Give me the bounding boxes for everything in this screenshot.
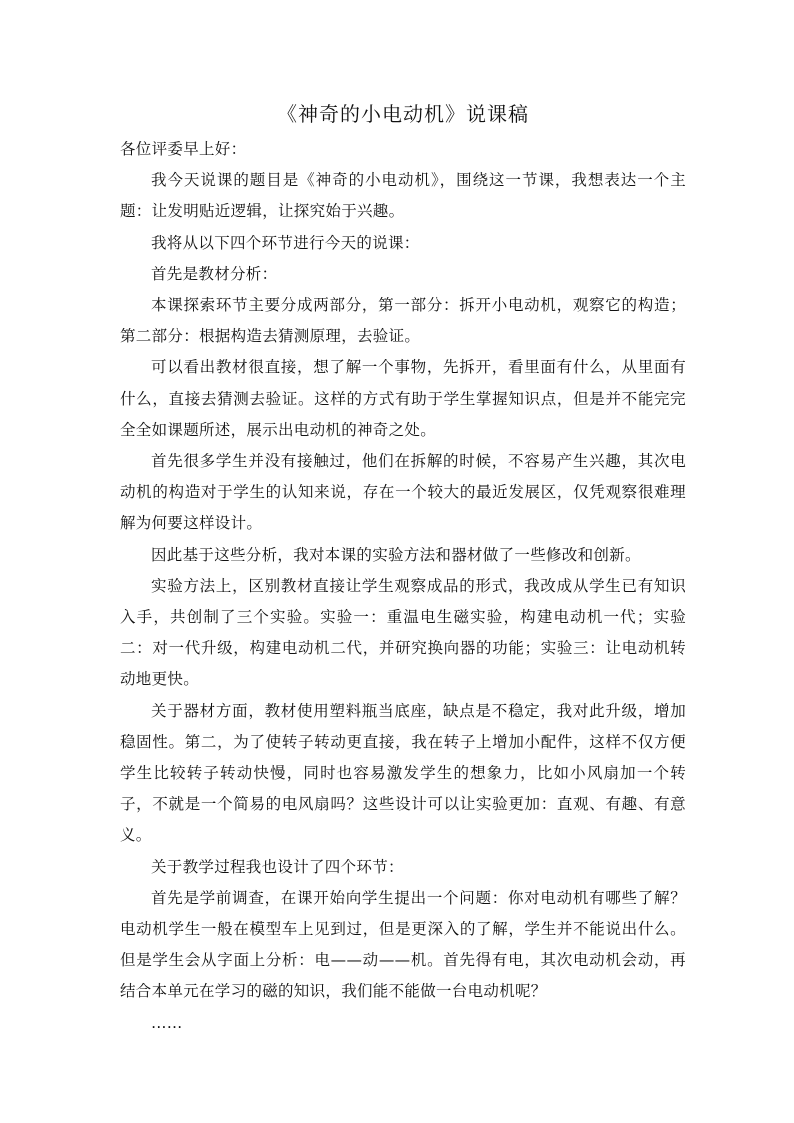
- document-page: [120, 96, 686, 1039]
- paragraph-innovation: 因此基于这些分析，我对本课的实验方法和器材做了一些修改和创新。: [151, 545, 641, 564]
- paragraph-experiment-method: 实验方法上，区别教材直接让学生观察成品的形式，我改成从学生已有知识入手，共创制了三个实验。实验一：重温电生磁实验，构建电动机一代；实验二：对一代升级，构建电动机二代，并研究换向器的功能；实验三：让电动机转动地更快。: [120, 576, 686, 689]
- paragraph-outline: 我将从以下四个环节进行今天的说课：: [151, 233, 420, 252]
- paragraph-pre-survey: 首先是学前调查，在课开始向学生提出一个问题：你对电动机有哪些了解？电动机学生一般在模型车上见到过，但是更深入的了解，学生并不能说出什么。但是学生会从字面上分析：电——动——机。首先得有电，其次电动机会动，再结合本单元在学习的磁的知识，我们能不能做一台电动机呢？: [120, 888, 686, 1001]
- paragraph-material-heading: 首先是教材分析：: [151, 264, 278, 283]
- paragraph-student-difficulty: 首先很多学生并没有接触过，他们在拆解的时候，不容易产生兴趣，其次电动机的构造对于学生的认知来说，存在一个较大的最近发展区，仅凭观察很难理解为何要这样设计。: [120, 452, 686, 533]
- paragraph-ellipsis: ……: [151, 1013, 183, 1032]
- paragraph-textbook-direct: 可以看出教材很直接，想了解一个事物，先拆开，看里面有什么，从里面有什么，直接去猜测去验证。这样的方式有助于学生掌握知识点，但是并不能完完全全如课题所述，展示出电动机的神奇之处。: [120, 358, 686, 439]
- paragraph-explore-parts: 本课探索环节主要分成两部分，第一部分：拆开小电动机，观察它的构造；第二部分：根据构造去猜测原理，去验证。: [120, 296, 686, 346]
- paragraph-teaching-process: 关于教学过程我也设计了四个环节：: [151, 857, 404, 876]
- paragraph-topic: 我今天说课的题目是《神奇的小电动机》，围绕这一节课，我想表达一个主题：让发明贴近逻辑，让探究始于兴趣。: [120, 171, 686, 221]
- greeting: 各位评委早上好：: [120, 140, 247, 158]
- document-title: 《神奇的小电动机》说课稿: [277, 102, 529, 126]
- paragraph-equipment: 关于器材方面，教材使用塑料瓶当底座，缺点是不稳定，我对此升级，增加稳固性。第二，为了使转子转动更直接，我在转子上增加小配件，这样不仅方便学生比较转子转动快慢，同时也容易激发学生的想象力，比如小风扇加一个转子，不就是一个简易的电风扇吗？这些设计可以让实验更加：直观、有趣、有意义。: [120, 701, 686, 845]
